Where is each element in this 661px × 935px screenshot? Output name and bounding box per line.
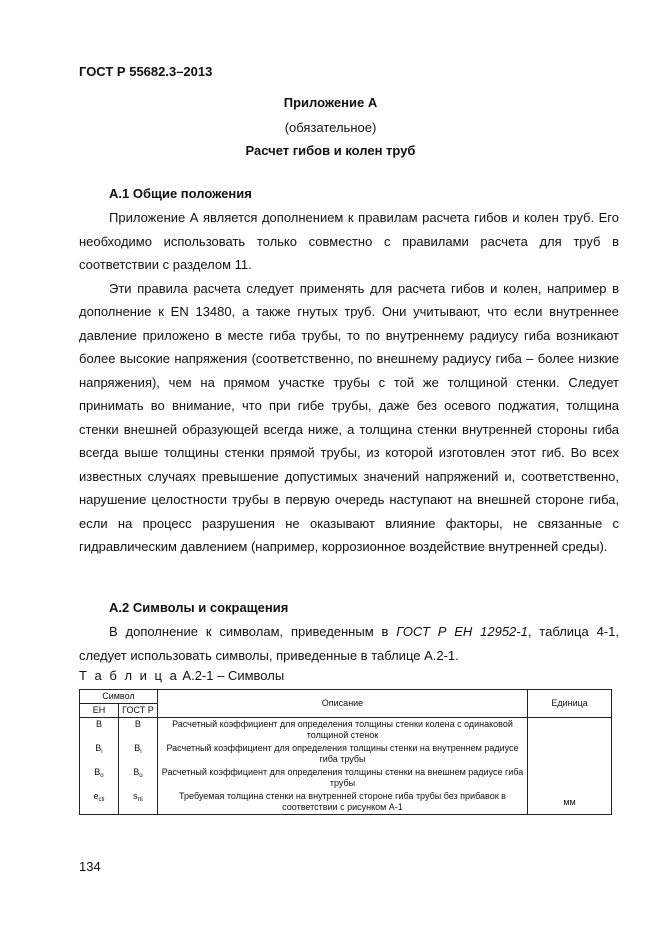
table-caption-title: А.2-1 – Символы (178, 668, 285, 683)
cell-description: Расчетный коэффициент для определения толщины стенки на внешнем радиусе гиба трубы (157, 766, 527, 790)
section-a1-heading: А.1 Общие положения (109, 186, 252, 201)
cell-symbol-en: B (80, 718, 119, 743)
section-a1-body (79, 206, 619, 559)
cell-symbol-en: $B_i$ (80, 742, 119, 766)
table-row (80, 766, 612, 790)
document-header: ГОСТ Р 55682.3–2013 (79, 64, 213, 79)
cell-symbol-en: $e_{cti}$ (80, 790, 119, 815)
header-en: ЕН (80, 704, 119, 718)
standard-reference: ГОСТ Р ЕН 12952-1 (396, 624, 528, 639)
table-row (80, 742, 612, 766)
section-a2-paragraph-1 (79, 620, 619, 667)
section-a2-text-after: , таблица 4-1, следует использовать символы, приведенные в таблице А.2-1. (79, 624, 619, 663)
table-caption (79, 668, 284, 683)
section-a1-paragraph-2: Эти правила расчета следует применять для расчета гибов и колен, например в дополнение к EN 13480, а также гнутых труб. Они учитывают, что если внутреннее давление приложено в месте гиба трубы, то по внутреннему радиусу гиба возникают более высокие напряжения (соответственно, по внешнему радиусу гиба – более низкие напряжения), чем на прямом участке трубы с той же толщиной стенки. Следует принимать во внимание, что при гибе трубы, даже без осевого поджатия, толщина стенки внешней образующей всегда ниже, а толщина стенки внутренней стороны гиба всегда выше толщины стенки прямой трубы, из которой изготовлен этот гиб. Во всех известных случаях превышение допустимых значений напряжений и, соответственно, нарушение целостности трубы в первую очередь наступают на внешней стороне гиба, если на процесс разрушения не оказывают влияние факторы, не связанные с гидравлическим давлением (например, коррозионное воздействие внутренней среды). (79, 280, 619, 554)
appendix-subtitle: Расчет гибов и колен труб (245, 143, 416, 158)
section-a1-paragraph-1: Приложение А является дополнением к правилам расчета гибов и колен труб. Его необходимо использовать только совместно с правилами расчета для труб в соответствии с разделом 11. (79, 210, 619, 272)
header-gost: ГОСТ Р (118, 704, 157, 718)
cell-unit: мм (528, 790, 612, 815)
cell-symbol-en: $B_o$ (80, 766, 119, 790)
cell-symbol-gost: $B_i$ (118, 742, 157, 766)
section-a2-text-before: В дополнение к символам, приведенным в (109, 624, 397, 639)
cell-unit (528, 742, 612, 766)
cell-description: Требуемая толщина стенки на внутренней стороне гиба трубы без прибавок в соответствии с рисунком А-1 (157, 790, 527, 815)
table-row (80, 790, 612, 815)
section-a2-body (79, 620, 619, 667)
table-caption-prefix: Т а б л и ц а (79, 668, 179, 683)
cell-symbol-gost: $s_{rti}$ (118, 790, 157, 815)
table-row (80, 718, 612, 743)
cell-symbol-gost: B (118, 718, 157, 743)
cell-description: Расчетный коэффициент для определения толщины стенки колена с одинаковой толщиной стенок (157, 718, 527, 743)
header-description: Описание (157, 690, 527, 718)
appendix-title: Приложение А (283, 95, 378, 110)
appendix-status: (обязательное) (284, 120, 377, 135)
cell-unit (528, 718, 612, 743)
cell-unit (528, 766, 612, 790)
section-a2-heading: А.2 Символы и сокращения (109, 600, 289, 615)
cell-description: Расчетный коэффициент для определения толщины стенки на внутреннем радиусе гиба трубы (157, 742, 527, 766)
header-unit: Единица (528, 690, 612, 718)
page-number: 134 (79, 859, 101, 874)
header-symbol: Символ (80, 690, 158, 704)
cell-symbol-gost: $B_o$ (118, 766, 157, 790)
symbols-table (79, 689, 612, 815)
